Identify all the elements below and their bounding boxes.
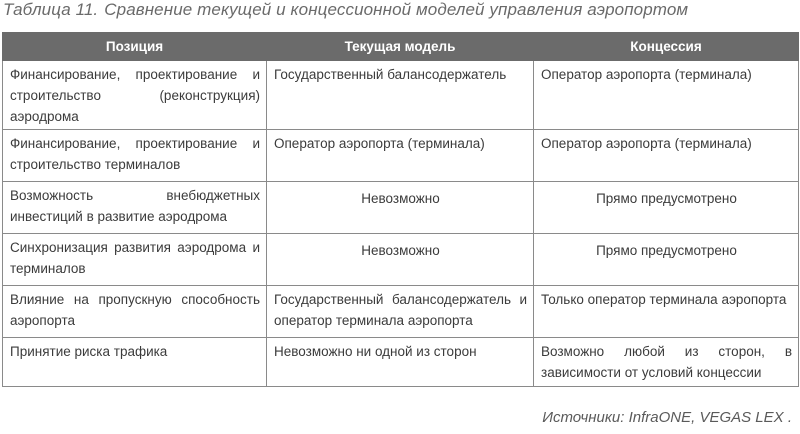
table-row <box>3 182 799 234</box>
cell-concession: Оператор аэропорта (терминала) <box>534 61 799 130</box>
cell-concession: Оператор аэропорта (терминала) <box>534 130 799 182</box>
cell-position: Финансирование, проектирование и строительство терминалов <box>3 130 267 182</box>
cell-current-model: Невозможно <box>267 182 534 234</box>
table-row <box>3 61 799 130</box>
cell-position: Синхронизация развития аэродрома и терминалов <box>3 234 267 286</box>
header-current-model: Текущая модель <box>267 33 534 61</box>
cell-position: Влияние на пропускную способность аэропорта <box>3 286 267 338</box>
table-row <box>3 286 799 338</box>
caption-label: Таблица 11. <box>3 0 99 19</box>
cell-current-model: Государственный балансодержатель и оператор терминала аэропорта <box>267 286 534 338</box>
source-note: Источники: InfraONE, VEGAS LEX . <box>542 409 792 426</box>
table-header-row <box>3 33 799 61</box>
cell-current-model: Невозможно ни одной из сторон <box>267 338 534 387</box>
cell-concession: Прямо предусмотрено <box>534 234 799 286</box>
header-concession: Концессия <box>534 33 799 61</box>
table-row <box>3 234 799 286</box>
table-row <box>3 130 799 182</box>
cell-current-model: Государственный балансодержатель <box>267 61 534 130</box>
table-row <box>3 338 799 387</box>
cell-concession: Только оператор терминала аэропорта <box>534 286 799 338</box>
comparison-table <box>2 32 799 387</box>
header-position: Позиция <box>3 33 267 61</box>
cell-concession: Возможно любой из сторон, в зависимости от условий концессии <box>534 338 799 387</box>
cell-current-model: Невозможно <box>267 234 534 286</box>
cell-position: Принятие риска трафика <box>3 338 267 387</box>
cell-current-model: Оператор аэропорта (терминала) <box>267 130 534 182</box>
table-caption <box>3 0 688 20</box>
cell-position: Возможность внебюджетных инвестиций в развитие аэродрома <box>3 182 267 234</box>
cell-concession: Прямо предусмотрено <box>534 182 799 234</box>
cell-position: Финансирование, проектирование и строительство (реконструкция) аэродрома <box>3 61 267 130</box>
caption-title: Сравнение текущей и концессионной моделей управления аэропортом <box>104 0 689 19</box>
